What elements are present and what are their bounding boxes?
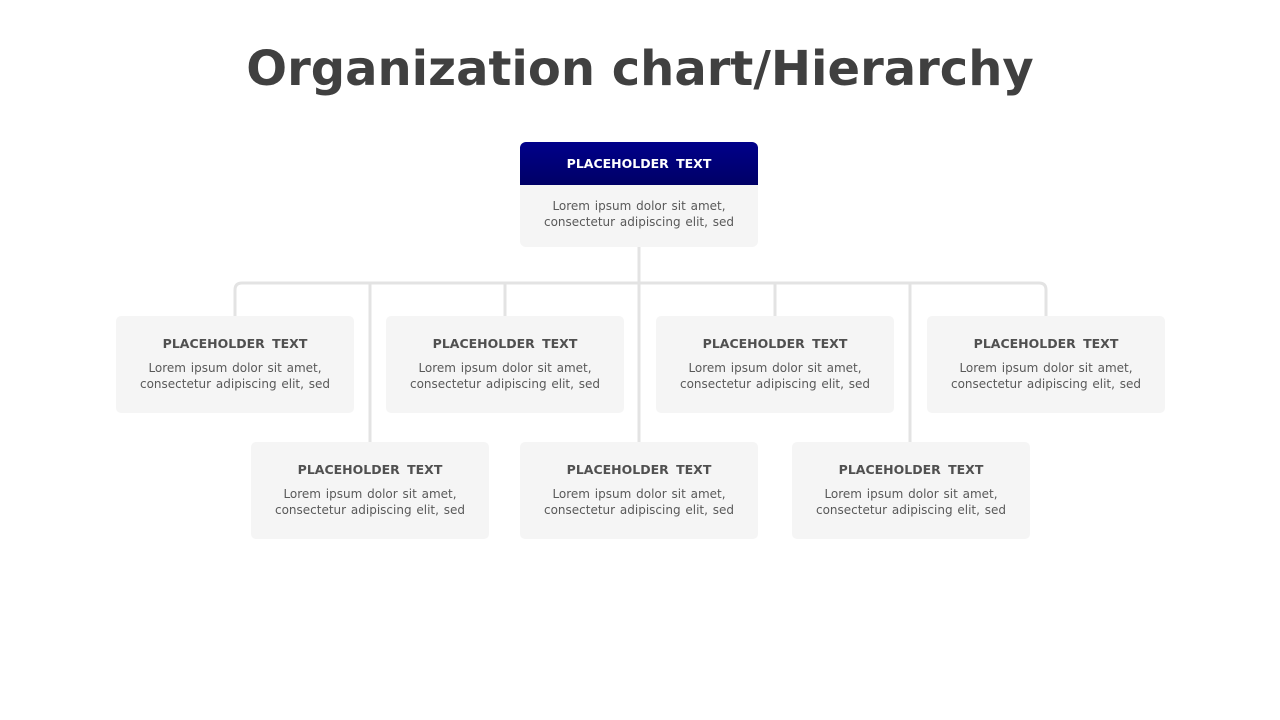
node-desc: Lorem ipsum dolor sit amet, consectetur adipiscing elit, sed — [409, 361, 601, 391]
node-title: PLACEHOLDER TEXT — [973, 336, 1119, 351]
page-title: Organization chart/Hierarchy — [246, 41, 1034, 97]
level3-node-2[interactable] — [520, 442, 758, 539]
node-title: PLACEHOLDER TEXT — [162, 336, 308, 351]
root-node-title: PLACEHOLDER TEXT — [520, 142, 758, 185]
node-title: PLACEHOLDER TEXT — [838, 462, 984, 477]
level2-node-4[interactable] — [927, 316, 1165, 413]
level3-node-1[interactable] — [251, 442, 489, 539]
node-desc: Lorem ipsum dolor sit amet, consectetur adipiscing elit, sed — [950, 361, 1142, 391]
node-desc: Lorem ipsum dolor sit amet, consectetur adipiscing elit, sed — [543, 487, 735, 517]
level2-node-2[interactable] — [386, 316, 624, 413]
level2-node-1[interactable] — [116, 316, 354, 413]
root-node[interactable] — [520, 142, 758, 247]
node-title: PLACEHOLDER TEXT — [702, 336, 848, 351]
node-desc: Lorem ipsum dolor sit amet, consectetur adipiscing elit, sed — [274, 487, 466, 517]
node-title: PLACEHOLDER TEXT — [432, 336, 578, 351]
node-desc: Lorem ipsum dolor sit amet, consectetur adipiscing elit, sed — [139, 361, 331, 391]
level2-node-3[interactable] — [656, 316, 894, 413]
root-node-desc: Lorem ipsum dolor sit amet, consectetur adipiscing elit, sed — [543, 199, 735, 229]
node-title: PLACEHOLDER TEXT — [566, 462, 712, 477]
node-title: PLACEHOLDER TEXT — [297, 462, 443, 477]
node-desc: Lorem ipsum dolor sit amet, consectetur adipiscing elit, sed — [679, 361, 871, 391]
level3-node-3[interactable] — [792, 442, 1030, 539]
node-desc: Lorem ipsum dolor sit amet, consectetur adipiscing elit, sed — [815, 487, 1007, 517]
